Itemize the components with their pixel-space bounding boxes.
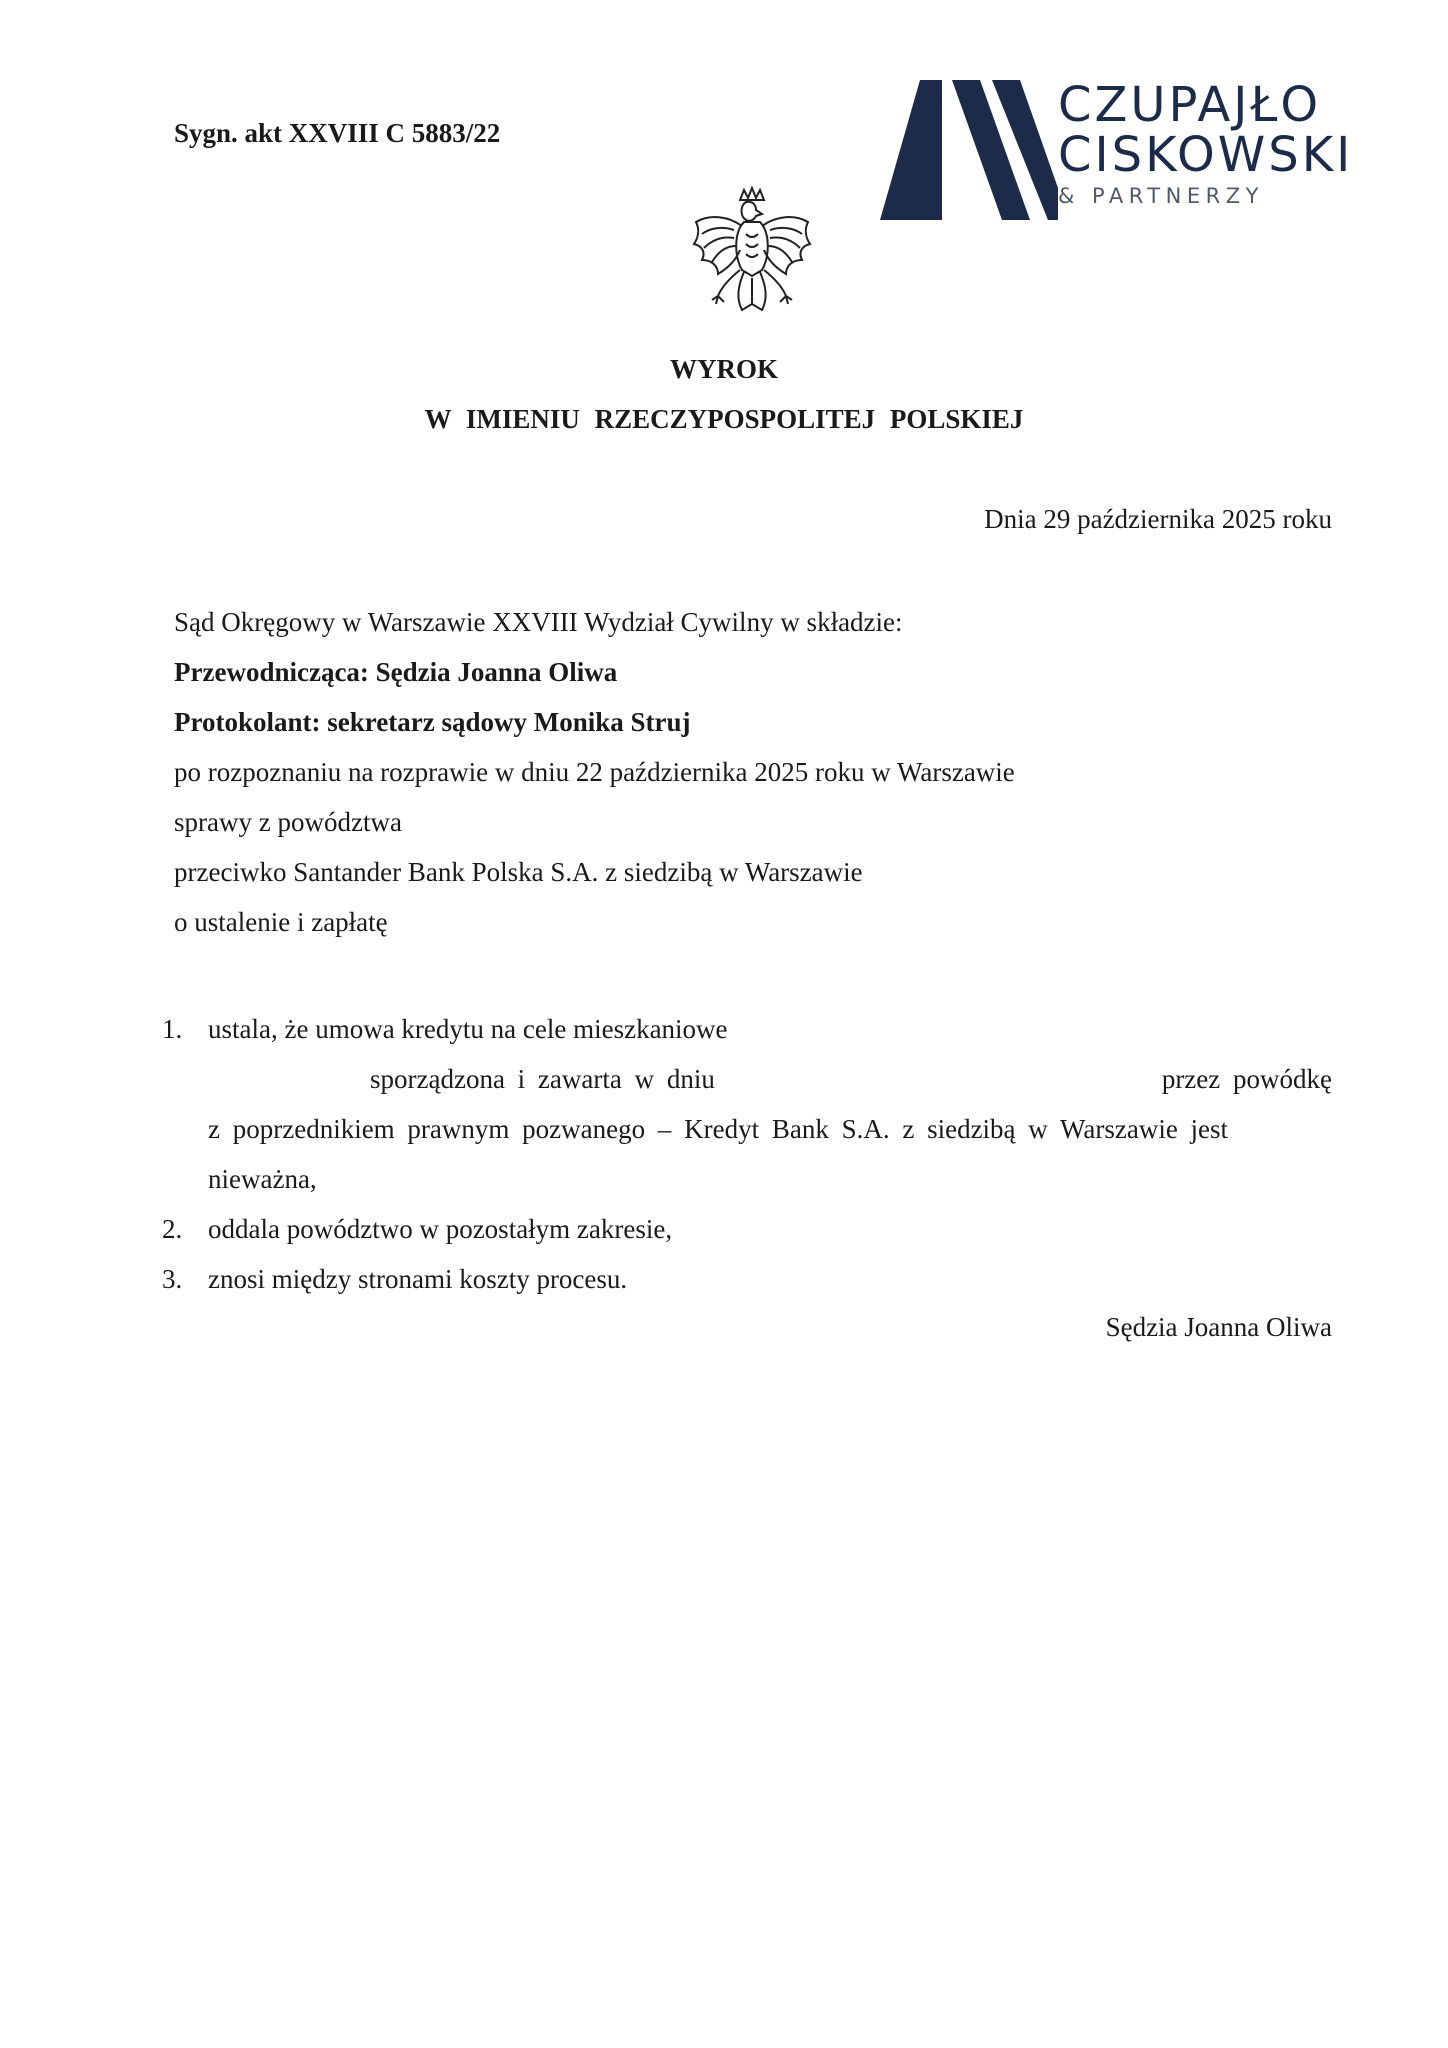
ruling-item-2 (162, 1204, 1332, 1254)
ruling-item-number: 3. (162, 1264, 183, 1294)
polish-eagle-emblem-icon (688, 186, 816, 326)
case-of-label: sprawy z powództwa (174, 807, 402, 837)
hearing-info: po rozpoznaniu na rozprawie w dniu 22 października 2025 roku w Warszawie (174, 757, 1015, 787)
law-firm-logo-icon (880, 80, 1060, 220)
defendant-info: przeciwko Santander Bank Polska S.A. z siedzibą w Warszawie (174, 857, 863, 887)
ruling-list (162, 1004, 1332, 1304)
ruling-item-3-text: znosi między stronami koszty procesu. (208, 1264, 628, 1294)
logo-name-line3: & PARTNERZY (1058, 184, 1264, 208)
logo-name-line1: CZUPAJŁO (1058, 77, 1322, 133)
court-composition: Sąd Okręgowy w Warszawie XXVIII Wydział Cywilny w składzie: (174, 607, 903, 637)
logo-name-line2: CISKOWSKI (1058, 127, 1354, 183)
document-subtitle: W IMIENIU RZECZYPOSPOLITEJ POLSKIEJ (424, 404, 1024, 434)
ruling-item-2-text: oddala powództwo w pozostałym zakresie, (208, 1214, 673, 1244)
ruling-item-1-line2-left: sporządzona i zawarta w dniu (370, 1064, 715, 1094)
ruling-item-3 (162, 1254, 1332, 1304)
ruling-item-1-line2 (208, 1054, 1332, 1104)
law-firm-logo-text (1058, 77, 1398, 208)
ruling-item-1-line4: nieważna, (208, 1164, 317, 1194)
ruling-item-1-line2-right: przez powódkę (1161, 1064, 1332, 1094)
ruling-item-1 (162, 1004, 1332, 1204)
case-number: Sygn. akt XXVIII C 5883/22 (174, 118, 501, 148)
document-title: WYROK (670, 354, 778, 384)
ruling-item-number: 1. (162, 1014, 183, 1044)
ruling-item-number: 2. (162, 1214, 183, 1244)
ruling-item-1-line3-text: z poprzednikiem prawnym pozwanego – Kredyt Bank S.A. z siedzibą w Warszawie jest (208, 1114, 1229, 1144)
judgment-date: Dnia 29 października 2025 roku (984, 504, 1332, 534)
ruling-item-1-line1: ustala, że umowa kredytu na cele mieszkaniowe (208, 1014, 728, 1044)
case-subject: o ustalenie i zapłatę (174, 907, 388, 937)
judge-signature: Sędzia Joanna Oliwa (1105, 1312, 1332, 1342)
presiding-judge: Przewodnicząca: Sędzia Joanna Oliwa (174, 657, 618, 687)
court-composition-block (174, 604, 1334, 954)
ruling-item-1-line3 (208, 1104, 1332, 1154)
court-clerk: Protokolant: sekretarz sądowy Monika Struj (174, 707, 691, 737)
